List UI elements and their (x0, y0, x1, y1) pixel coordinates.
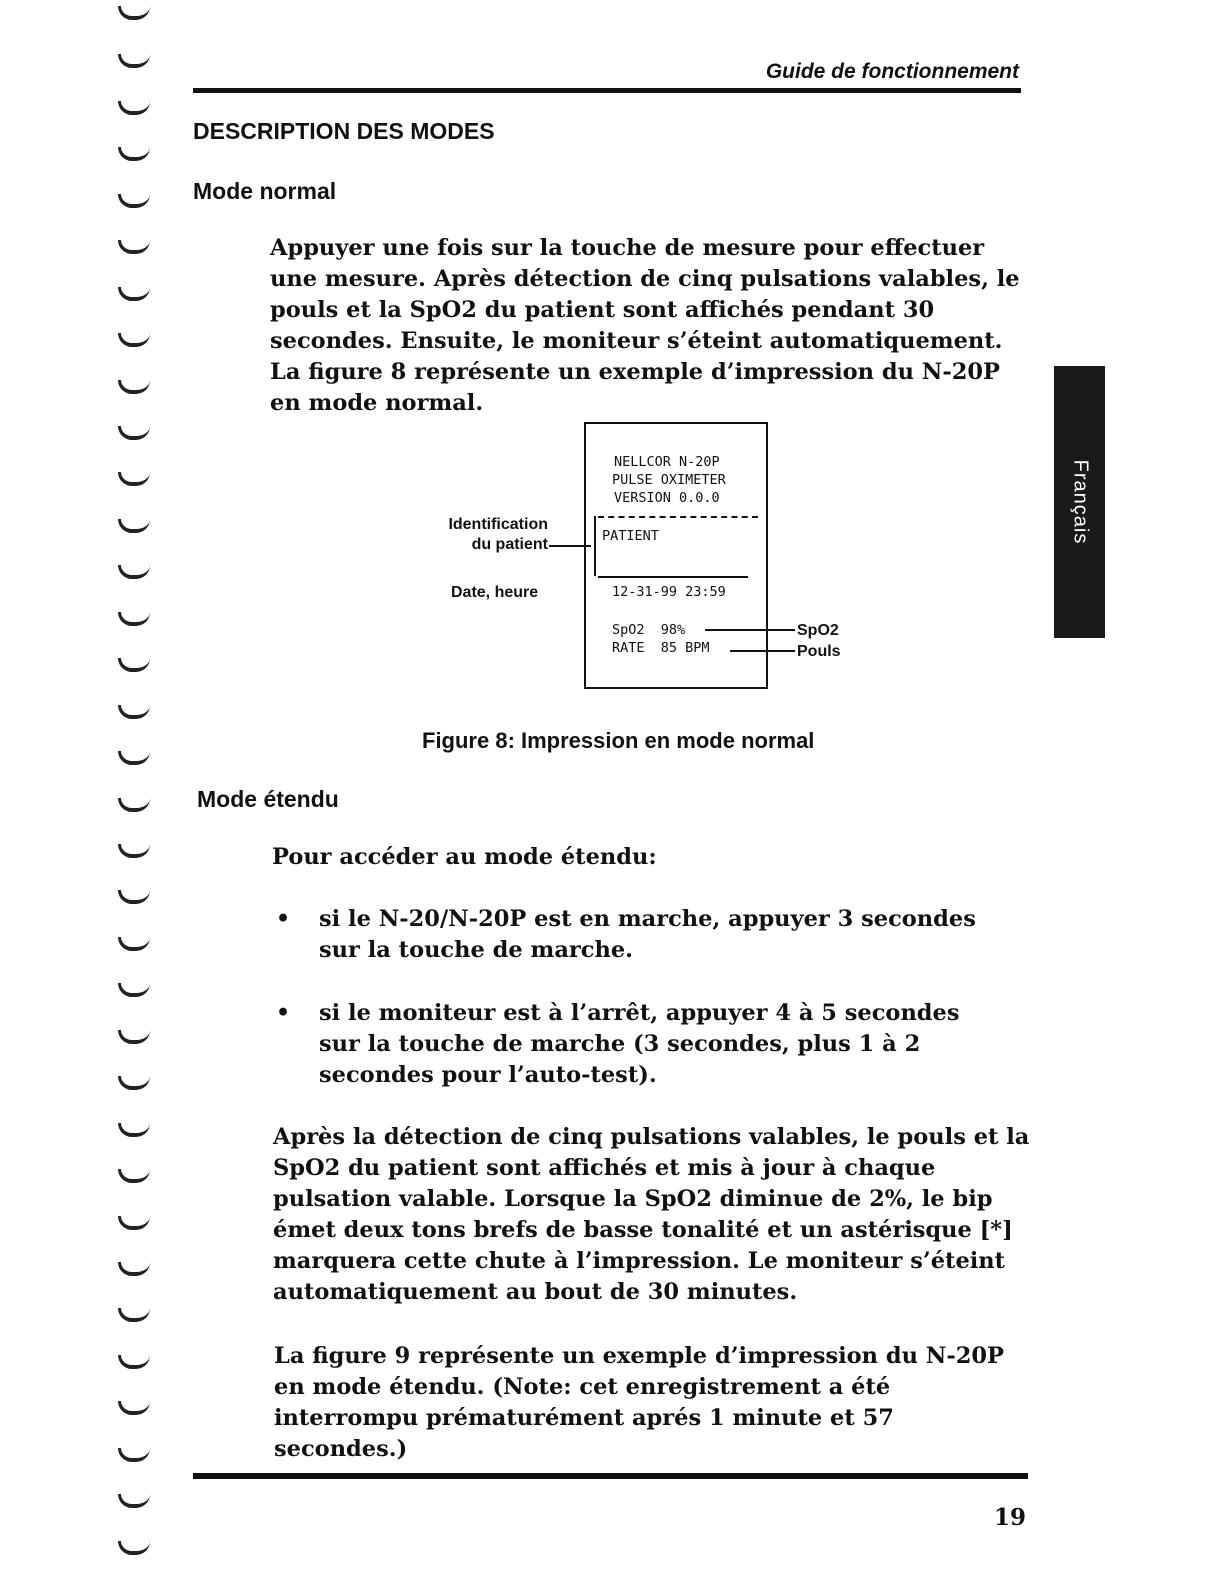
printout-patient-line (598, 576, 748, 578)
binding-ring (118, 1169, 150, 1183)
printout-line-model: NELLCOR N-20P (614, 454, 720, 470)
printout-datetime: 12-31-99 23:59 (612, 584, 726, 600)
binding-ring (118, 380, 150, 394)
label-pouls: Pouls (797, 643, 841, 660)
leader-line-spo2 (705, 629, 795, 631)
leader-line-pouls (730, 650, 795, 652)
printout-rate: RATE 85 BPM (612, 640, 710, 656)
binding-ring (118, 101, 150, 115)
binding-ring (118, 1123, 150, 1137)
binding-ring (118, 565, 150, 579)
binding-ring (118, 1262, 150, 1276)
language-tab-label: Français (1069, 459, 1091, 545)
printout-figure (584, 422, 768, 689)
binding-ring (118, 1541, 150, 1555)
mode-normal-heading: Mode normal (193, 178, 337, 204)
printout-line-version: VERSION 0.0.0 (614, 490, 720, 506)
printout-dash-line (598, 516, 758, 518)
footer-rule (193, 1473, 1028, 1479)
binding-ring (118, 147, 150, 161)
binding-ring (118, 194, 150, 208)
binding-ring (118, 751, 150, 765)
mode-etendu-heading: Mode étendu (197, 786, 339, 812)
label-date-heure: Date, heure (451, 584, 539, 601)
bullet-dot: • (276, 1000, 291, 1026)
leader-line-vertical (766, 622, 768, 658)
printout-line-device: PULSE OXIMETER (612, 472, 726, 488)
bullet-item-2: si le moniteur est à l’arrêt, appuyer 4 à 5 secondes sur la touche de marche (3 secondes, plus 1 à 2 secondes pour l’auto-test). (319, 1000, 960, 1088)
binding-ring (118, 798, 150, 812)
binding-ring (118, 983, 150, 997)
binding-ring (118, 937, 150, 951)
binding-ring (118, 333, 150, 347)
leader-line-patient (549, 545, 591, 547)
figure-caption: Figure 8: Impression en mode normal (422, 728, 815, 753)
binding-ring (118, 519, 150, 533)
binding-ring (118, 1448, 150, 1462)
section-title: DESCRIPTION DES MODES (193, 118, 495, 144)
spiral-binding (112, 0, 162, 1584)
binding-ring (118, 1216, 150, 1230)
label-identification: Identification (448, 516, 548, 533)
language-tab (1054, 366, 1105, 638)
mode-etendu-intro: Pour accéder au mode étendu: (272, 844, 657, 870)
binding-ring (118, 240, 150, 254)
binding-ring (118, 890, 150, 904)
binding-ring (118, 1355, 150, 1369)
binding-ring (118, 426, 150, 440)
binding-ring (118, 1401, 150, 1415)
printout-spo2: SpO2 98% (612, 622, 686, 638)
label-spo2: SpO2 (797, 622, 839, 639)
page-number: 19 (994, 1504, 1027, 1531)
binding-ring (118, 472, 150, 486)
binding-ring (118, 1308, 150, 1322)
printout-patient: PATIENT (602, 528, 659, 544)
binding-ring (118, 54, 150, 68)
binding-ring (118, 6, 150, 20)
binding-ring (118, 1494, 150, 1508)
binding-ring (118, 705, 150, 719)
binding-ring (118, 1076, 150, 1090)
mode-etendu-paragraph-2: La figure 9 représente un exemple d’impression du N-20P en mode étendu. (Note: cet enregistrement a été interrompu prématurément aprés 1 minute et 57 secondes.) (274, 1343, 1004, 1462)
binding-ring (118, 612, 150, 626)
header-rule (193, 88, 1021, 93)
binding-ring (118, 1030, 150, 1044)
bullet-item-1: si le N-20/N-20P est en marche, appuyer 3 secondes sur la touche de marche. (319, 906, 976, 963)
binding-ring (118, 287, 150, 301)
binding-ring (118, 658, 150, 672)
running-header: Guide de fonctionnement (765, 60, 1019, 83)
bullet-dot: • (276, 906, 291, 932)
mode-normal-paragraph: Appuyer une fois sur la touche de mesure pour effectuer une mesure. Après détection de cinq pulsations valables, le pouls et la SpO2 du patient sont affichés pendant 30 secondes. Ensuite, le moniteur s’éteint automatiquement. La figure 8 représente un exemple d’impression du N-20P en mode normal. (270, 235, 1020, 416)
mode-etendu-paragraph-1: Après la détection de cinq pulsations valables, le pouls et la SpO2 du patient sont affichés et mis à jour à chaque pulsation valable. Lorsque la SpO2 diminue de 2%, le bip émet deux tons brefs de basse tonalité et un astérisque [*] marquera cette chute à l’impression. Le moniteur s’éteint automatiquement au bout de 30 minutes. (273, 1124, 1030, 1305)
binding-ring (118, 844, 150, 858)
label-du-patient: du patient (471, 536, 548, 553)
printout-brace (594, 516, 602, 576)
